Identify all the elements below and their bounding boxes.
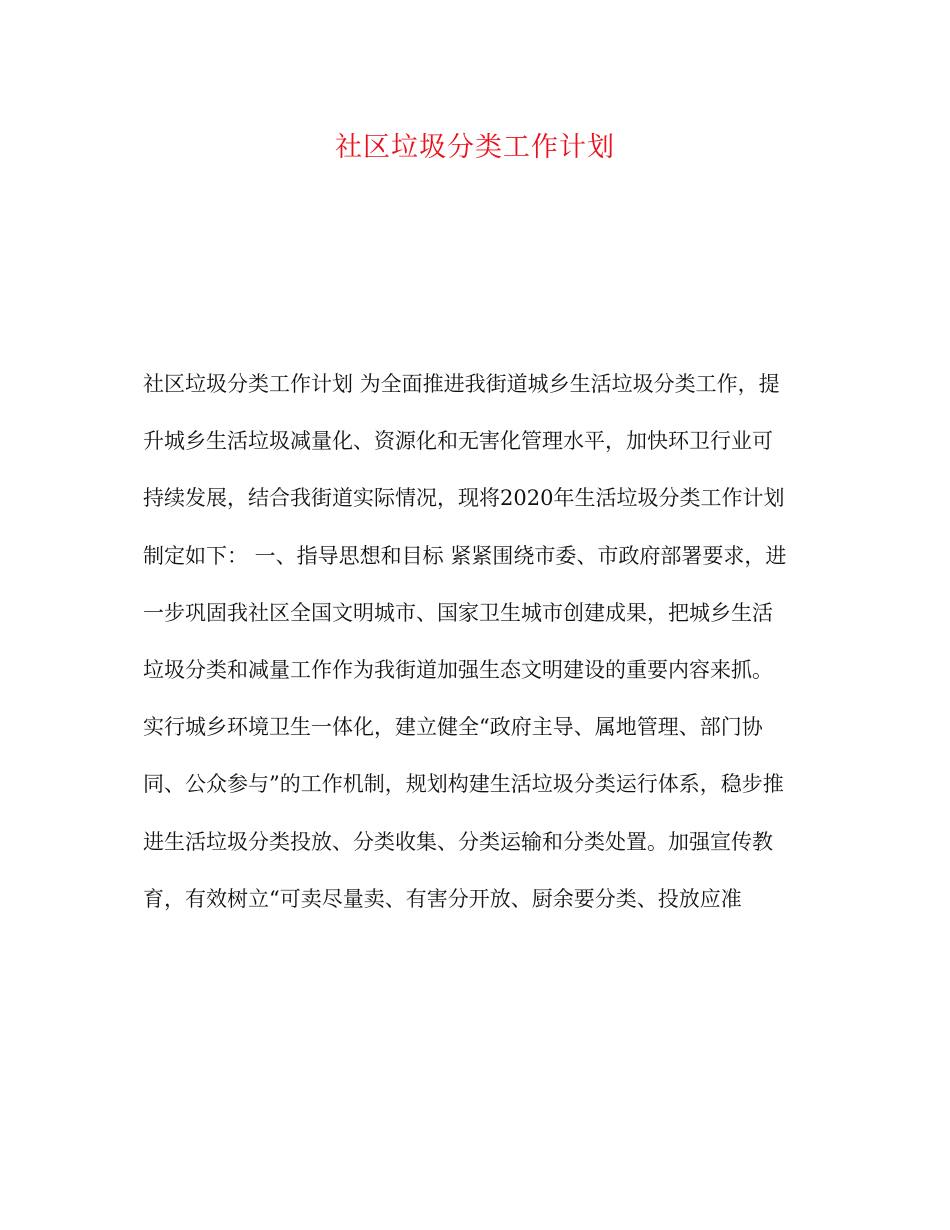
body-line: 实行城乡环境卫生一体化，建立健全“政府主导、属地管理、部门协 (143, 715, 763, 740)
body-line: 一步巩固我社区全国文明城市、国家卫生城市创建成果，把城乡生活 (143, 600, 773, 625)
body-line: 育，有效树立“可卖尽量卖、有害分开放、厨余要分类、投放应准 (143, 886, 742, 911)
body-line: 进生活垃圾分类投放、分类收集、分类运输和分类处置。加强宣传教 (143, 829, 773, 854)
document-title: 社区垃圾分类工作计划 (335, 132, 615, 163)
body-line: 持续发展，结合我街道实际情况，现将2020年生活垃圾分类工作计划 (143, 486, 785, 511)
body-line: 升城乡生活垃圾减量化、资源化和无害化管理水平，加快环卫行业可 (143, 429, 773, 454)
body-line: 制定如下： 一、指导思想和目标 紧紧围绕市委、市政府部署要求，进 (143, 543, 787, 568)
body-line: 社区垃圾分类工作计划 为全面推进我街道城乡生活垃圾分类工作，提 (143, 372, 780, 396)
body-line: 同、公众参与”的工作机制，规划构建生活垃圾分类运行体系，稳步推 (143, 772, 784, 797)
document-body (143, 356, 813, 928)
body-line: 垃圾分类和减量工作作为我街道加强生态文明建设的重要内容来抓。 (143, 657, 773, 682)
